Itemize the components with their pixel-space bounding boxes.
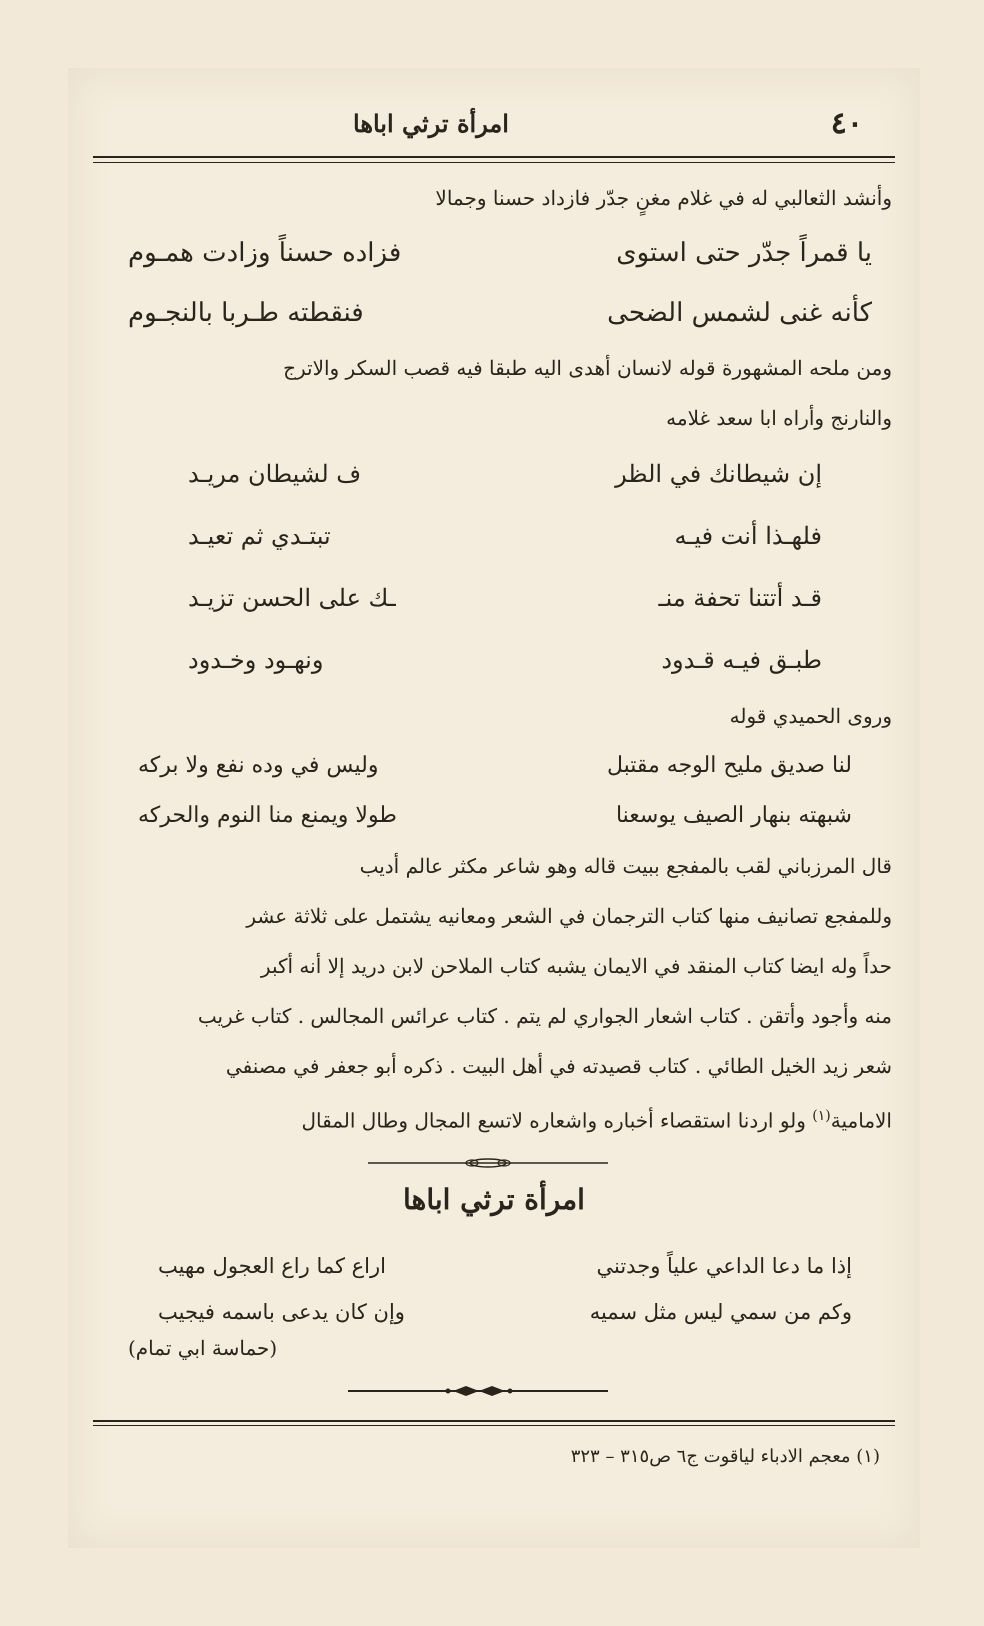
verse-second-hemistich: تبتـدي ثم تعيـد	[188, 522, 331, 550]
prose-line	[98, 1091, 892, 1146]
verse-first-hemistich: إذا ما دعا الداعي علياً وجدتني	[596, 1254, 852, 1278]
intro-line: وأنشد الثعالبي له في غلام مغنٍ جدّر فازداد حسنا وجمالا	[435, 186, 892, 210]
footnote-rule-thin	[93, 1425, 895, 1426]
verse-second-hemistich: طولا ويمنع منا النوم والحركه	[138, 803, 397, 828]
prose-line: شعر زيد الخيل الطائي . كتاب قصيدته في أهل البيت . ذكره أبو جعفر في مصنفي	[225, 1054, 892, 1078]
footnote-rule	[93, 1420, 895, 1422]
page-header	[93, 98, 895, 148]
poem-attribution: (حماسة ابي تمام)	[128, 1336, 278, 1360]
verse-first-hemistich: لنا صديق مليح الوجه مقتبل	[606, 753, 852, 778]
page-number: ٤٠	[830, 105, 863, 141]
verse-line	[98, 629, 892, 691]
intro-line: والنارنج وأراه ابا سعد غلامه	[666, 406, 892, 430]
main-text	[98, 173, 892, 1146]
verse-second-hemistich: ونهـود وخـدود	[188, 646, 324, 674]
verse-first-hemistich: طبـق فيـه قـدود	[661, 646, 822, 674]
verse-first-hemistich: شبهته بنهار الصيف يوسعنا	[615, 803, 852, 828]
verse-second-hemistich: ـك على الحسن تزيـد	[188, 584, 396, 612]
verse-line	[98, 223, 892, 283]
verse-second-hemistich: وإن كان يدعى باسمه فيجيب	[158, 1300, 405, 1324]
prose-line: حداً وله ايضا كتاب المنقد في الايمان يشبه كتاب الملاحن لابن دريد إلا أنه أكبر	[260, 954, 892, 978]
ornamental-divider	[368, 1156, 608, 1170]
verse-first-hemistich: قـد أتتنا تحفة منـ	[658, 584, 822, 612]
verse-line	[98, 791, 892, 841]
header-rule	[93, 156, 895, 158]
verse-line	[98, 283, 892, 343]
intro-line: وروى الحميدي قوله	[729, 704, 892, 728]
verse-line	[98, 505, 892, 567]
verse-line	[98, 443, 892, 505]
verse-line	[98, 1289, 892, 1335]
verse-second-hemistich: فنقطته طـربا بالنجـوم	[128, 298, 364, 328]
verse-second-hemistich: فزاده حسناً وزادت همـوم	[128, 238, 402, 268]
verse-second-hemistich: ف لشيطان مريـد	[188, 460, 362, 488]
footnote: (١) معجم الادباء لياقوت ج٦ ص٣١٥ – ٣٢٣	[570, 1446, 880, 1467]
verse-line	[98, 741, 892, 791]
prose-line: منه وأجود وأتقن . كتاب اشعار الجواري لم يتم . كتاب عرائس المجالس . كتاب غريب	[197, 1004, 892, 1028]
header-rule-thin	[93, 162, 895, 163]
verse-line	[98, 1243, 892, 1289]
prose-line: قال المرزباني لقب بالمفجع ببيت قاله وهو شاعر مكثر عالم أديب	[359, 854, 892, 878]
prose-text: ولو اردنا استقصاء أخباره واشعاره لاتسع المجال وطال المقال	[301, 1108, 806, 1133]
verse-line	[98, 567, 892, 629]
verse-second-hemistich: اراع كما راع العجول مهيب	[158, 1254, 386, 1278]
verse-first-hemistich: إن شيطانك في الظر	[615, 460, 822, 488]
section-title: امرأة ترثي اباها	[403, 1183, 585, 1216]
verse-first-hemistich: كأنه غنى لشمس الضحى	[607, 298, 872, 328]
ornamental-divider	[348, 1384, 608, 1398]
book-page	[68, 68, 920, 1548]
intro-line: ومن ملحه المشهورة قوله لانسان أهدى اليه طبقا فيه قصب السكر والاترج	[283, 356, 892, 380]
verse-first-hemistich: وكم من سمي ليس مثل سميه	[589, 1300, 852, 1324]
verse-first-hemistich: فلهـذا أنت فيـه	[674, 522, 822, 550]
verse-second-hemistich: وليس في وده نفع ولا بركه	[138, 753, 379, 778]
prose-word: الامامية	[830, 1108, 892, 1133]
footnote-marker: (١)	[812, 1108, 831, 1124]
prose-line: وللمفجع تصانيف منها كتاب الترجمان في الشعر ومعانيه يشتمل على ثلاثة عشر	[246, 904, 892, 928]
verse-first-hemistich: يا قمراً جدّر حتى استوى	[616, 238, 872, 268]
section-poem	[98, 1243, 892, 1335]
running-title: امرأة ترثي اباها	[353, 108, 509, 138]
